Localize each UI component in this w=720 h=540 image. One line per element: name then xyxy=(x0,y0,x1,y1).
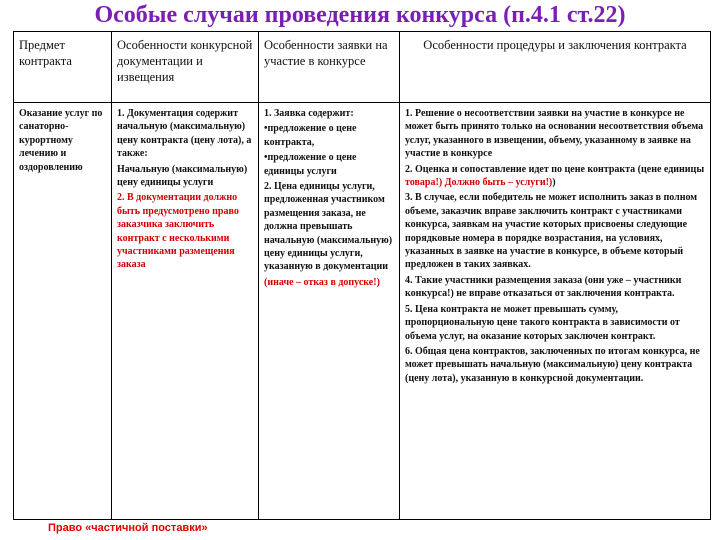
doc-point-1: 1. Документация содержит начальную (максимальную) цену контракта (цену лота), а также: xyxy=(117,108,252,160)
slide-title: Особые случаи проведения конкурса (п.4.1 ст.22) xyxy=(94,2,626,28)
app-bullet-1: •предложение о цене контракта, xyxy=(264,123,357,148)
table-row xyxy=(14,103,711,520)
proc-point-5: 5. Цена контракта не может превышать сумму, пропорциональную цене такого контракта в зависимости от объема услуг, на оказание которых заключен контракт. xyxy=(405,303,680,342)
proc-point-1: 1. Решение о несоответствии заявки на участие в конкурсе не может быть принято только на основании несоответствия объема услуг, указанного в извещении, объему, указанному в заявке на участие в конкурсе xyxy=(405,108,704,160)
proc-point-2-text: 2. Оценка и сопоставление идет по цене контракта (цене единицы xyxy=(405,163,705,175)
special-cases-table xyxy=(13,31,711,520)
cell-procedure xyxy=(400,103,711,520)
header-documentation: Особенности конкурсной документации и извещения xyxy=(112,32,259,103)
proc-point-6: 6. Общая цена контрактов, заключенных по итогам конкурса, не может превышать начальную (максимальную) цену контракта (цену лота), указанную в конкурсной документации. xyxy=(405,345,700,384)
proc-point-2-correction: товара!) Должно быть – услуги!) xyxy=(405,177,553,189)
header-subject: Предмет контракта xyxy=(14,32,112,103)
header-procedure: Особенности процедуры и заключения контракта xyxy=(400,32,711,103)
proc-point-2-end: ) xyxy=(552,177,556,189)
footer-note: Право «частичной поставки» xyxy=(48,522,208,534)
cell-documentation xyxy=(112,103,259,520)
app-point-2: 2. Цена единицы услуги, предложенная участником размещения заказа, не должна превышать начальную (максимальную) цену единицы услуги, указанную в документации xyxy=(264,181,393,273)
cell-application xyxy=(259,103,400,520)
subject-text: Оказание услуг по санаторно-курортному лечению и оздоровлению xyxy=(19,108,103,173)
table-header-row xyxy=(14,32,711,103)
doc-point-2: 2. В документации должно быть предусмотрено право заказчика заключить контракт с несколькими участниками размещения заказа xyxy=(117,192,239,271)
app-rejection-note: (иначе – отказ в допуске!) xyxy=(264,276,380,288)
proc-point-3: 3. В случае, если победитель не может исполнить заказ в полном объеме, заказчик вправе заключить контракт с участниками конкурса, заявкам на участие которых присвоены следующие порядковые номера в порядке возрастания, на условиях, указанных в заявке на участие в конкурсе, в объеме который предложен в таких заявках. xyxy=(405,192,698,271)
proc-point-2 xyxy=(405,163,705,190)
app-bullet-2: •предложение о цене единицы услуги xyxy=(264,152,357,177)
app-point-1: 1. Заявка содержит: xyxy=(264,108,354,119)
cell-subject xyxy=(14,103,112,520)
header-application: Особенности заявки на участие в конкурсе xyxy=(259,32,400,103)
proc-point-4: 4. Такие участники размещения заказа (они уже – участники конкурса!) не вправе отказаться от заключения контракта. xyxy=(405,274,682,300)
doc-point-1-extra: Начальную (максимальную) цену единицы услуги xyxy=(117,163,248,189)
